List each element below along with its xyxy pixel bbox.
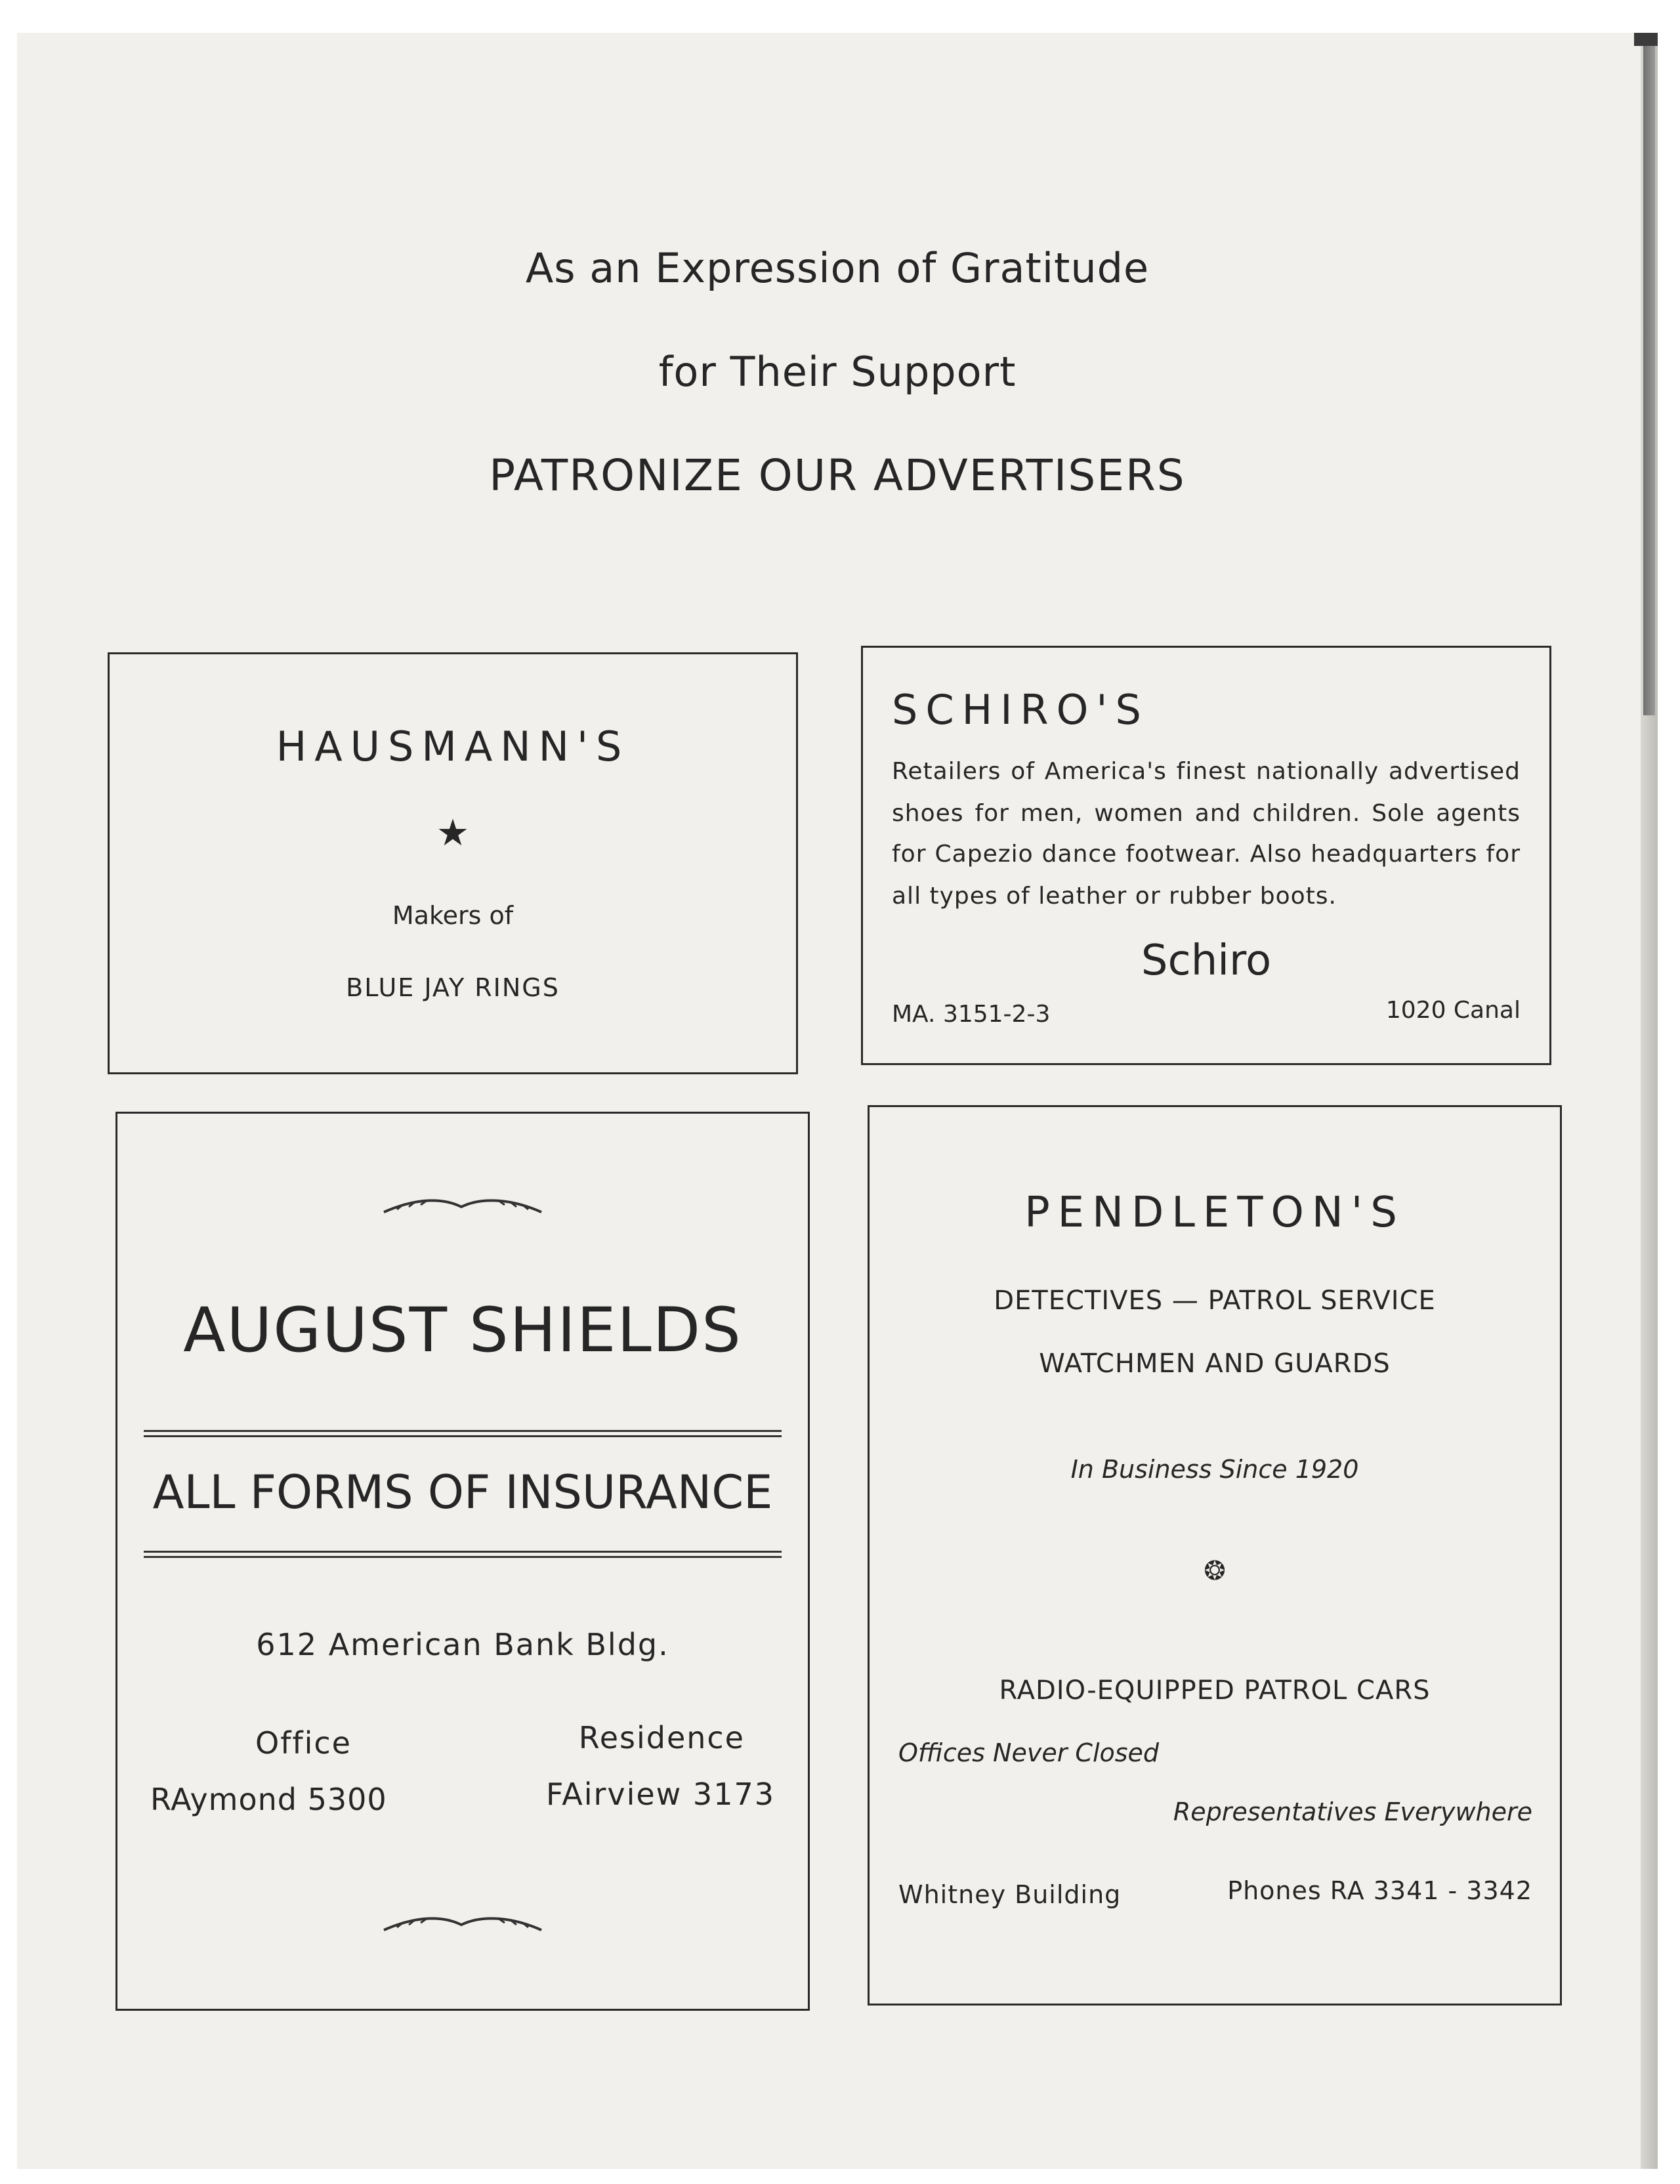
header-line-3: PATRONIZE OUR ADVERTISERS bbox=[489, 450, 1186, 501]
shields-ad bbox=[116, 1112, 810, 2011]
office-label: Office bbox=[255, 1725, 352, 1761]
pendleton-cars: RADIO-EQUIPPED PATROL CARS bbox=[999, 1675, 1431, 1706]
shields-name: AUGUST SHIELDS bbox=[183, 1295, 742, 1366]
pendleton-ad bbox=[868, 1105, 1562, 2006]
binding-tab bbox=[1634, 33, 1658, 46]
pendleton-reps: Representatives Everywhere bbox=[1173, 1797, 1532, 1826]
office-phone: RAymond 5300 bbox=[150, 1782, 387, 1817]
schiro-desc-line-4: all types of leather or rubber boots. bbox=[892, 883, 1337, 910]
star-icon: ★ bbox=[436, 812, 470, 854]
pendleton-since: In Business Since 1920 bbox=[1070, 1455, 1359, 1484]
flourish-top-icon bbox=[117, 1192, 808, 1221]
top-double-rule bbox=[144, 1430, 782, 1437]
schiro-address: 1020 Canal bbox=[1385, 997, 1521, 1024]
shields-address: 612 American Bank Bldg. bbox=[256, 1627, 669, 1662]
sun-ornament-icon: ❂ bbox=[1204, 1556, 1226, 1586]
residence-label: Residence bbox=[578, 1720, 745, 1755]
flourish-bottom-icon bbox=[117, 1910, 808, 1939]
schiro-name: SCHIRO'S bbox=[892, 686, 1149, 734]
schiro-desc-line-1: Retailers of America's finest nationally advertised bbox=[892, 758, 1521, 785]
pendleton-line-1: DETECTIVES — PATROL SERVICE bbox=[994, 1286, 1436, 1316]
pendleton-offices: Offices Never Closed bbox=[898, 1738, 1160, 1767]
schiro-desc-line-3: for Capezio dance footwear. Also headquarters for bbox=[892, 841, 1521, 868]
hausmann-product: BLUE JAY RINGS bbox=[346, 973, 560, 1002]
hausmann-name: HAUSMANN'S bbox=[276, 723, 630, 770]
hausmann-makers-of: Makers of bbox=[392, 901, 514, 930]
schiro-signature: Schiro bbox=[1141, 936, 1272, 985]
pendleton-phones: Phones RA 3341 - 3342 bbox=[1227, 1876, 1532, 1905]
schiro-phone: MA. 3151-2-3 bbox=[892, 1001, 1051, 1028]
schiro-desc-line-2: shoes for men, women and children. Sole agents bbox=[892, 800, 1521, 827]
schiro-ad bbox=[861, 646, 1551, 1065]
shields-tagline: ALL FORMS OF INSURANCE bbox=[152, 1465, 773, 1519]
hausmann-ad bbox=[108, 652, 798, 1074]
bottom-double-rule bbox=[144, 1551, 782, 1558]
header-line-1: As an Expression of Gratitude bbox=[525, 244, 1150, 292]
header-line-2: for Their Support bbox=[658, 348, 1017, 396]
pendleton-name: PENDLETON'S bbox=[1024, 1188, 1405, 1237]
residence-phone: FAirview 3173 bbox=[545, 1776, 775, 1812]
pendleton-line-2: WATCHMEN AND GUARDS bbox=[1039, 1349, 1391, 1379]
pendleton-building: Whitney Building bbox=[898, 1880, 1122, 1909]
